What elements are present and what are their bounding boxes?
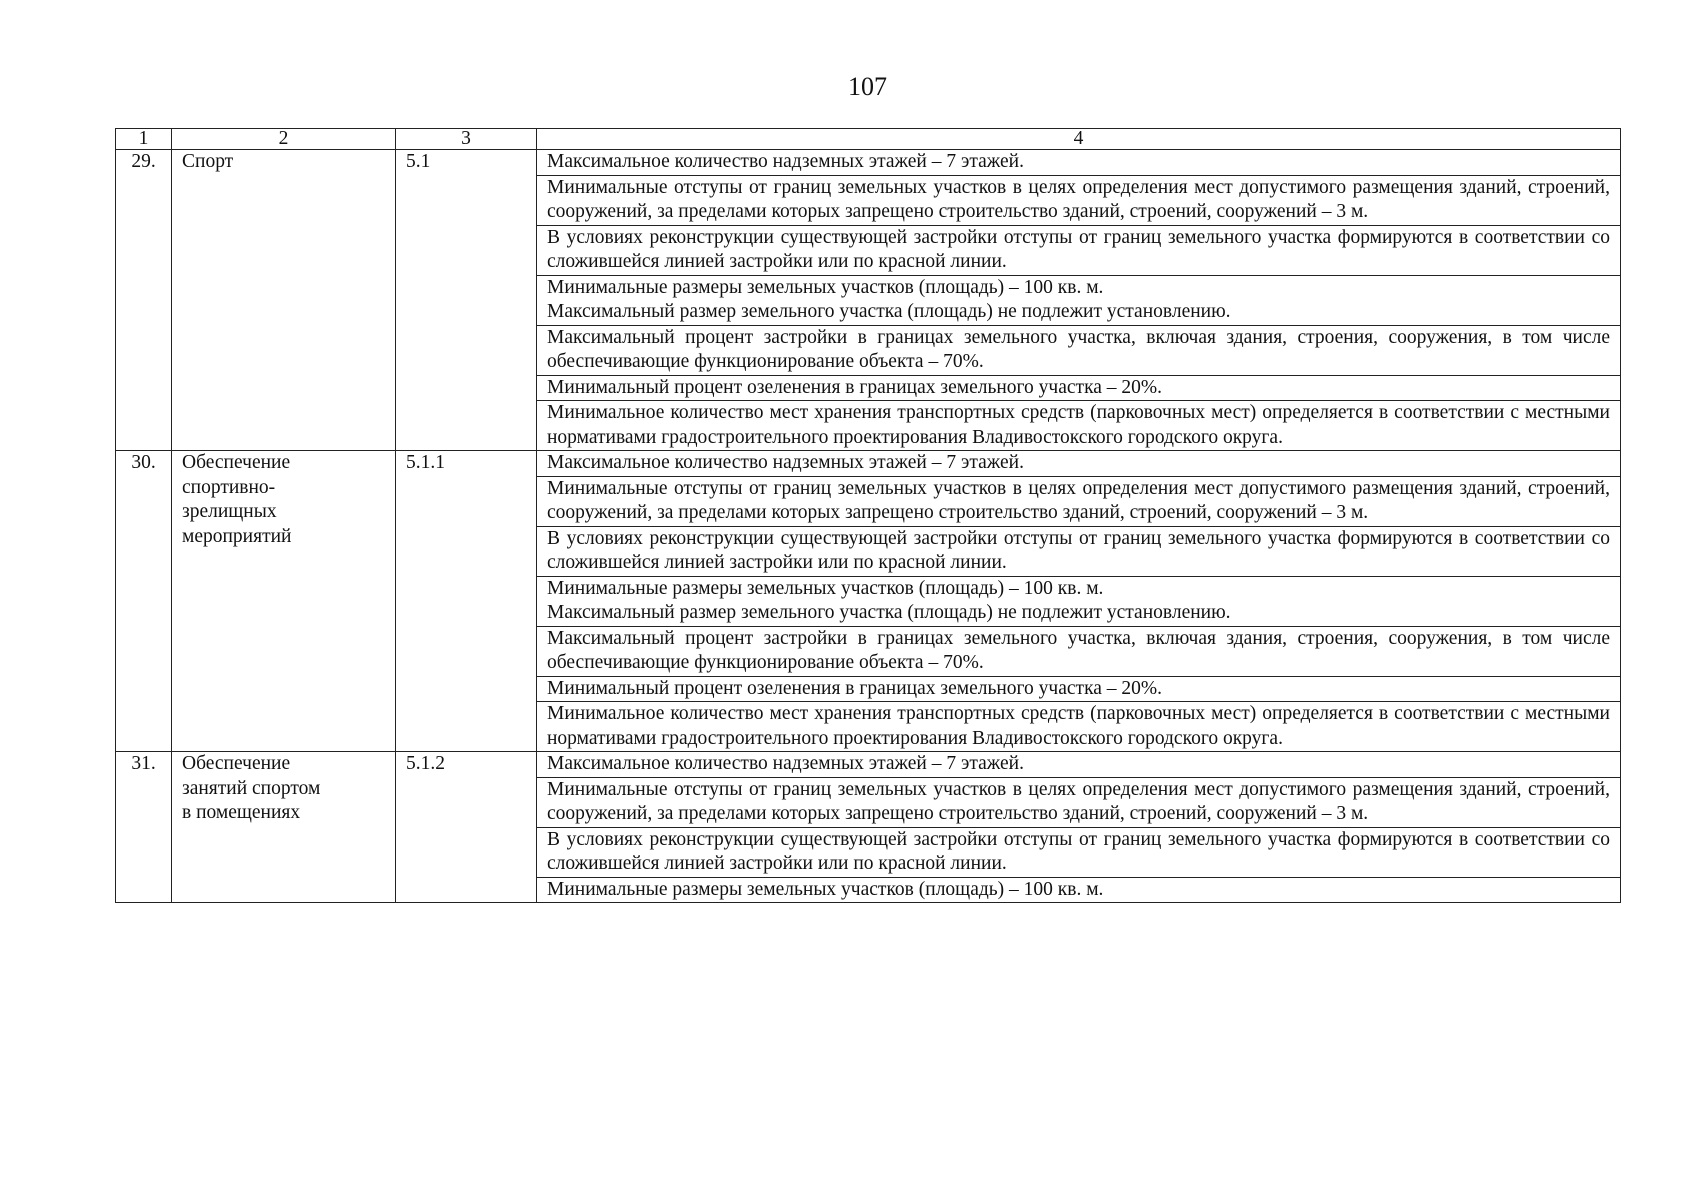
page-number: 107 <box>848 72 887 101</box>
parameter-text: В условиях реконструкции существующей застройки отступы от границ земельного участка формируются в соответствии со сложившейся линией застройки или по красной линии. <box>547 226 1610 272</box>
parameter-cell <box>537 275 1621 325</box>
parameter-text: Минимальные отступы от границ земельных участков в целях определения мест допустимого размещения зданий, строений, сооружений, за пределами которых запрещено строительство зданий, строений, сооружений – 3 м. <box>547 477 1610 523</box>
parameter-text: Максимальное количество надземных этажей – 7 этажей. <box>547 151 1024 172</box>
parameter-cell <box>537 375 1621 401</box>
parameter-cell <box>537 777 1621 827</box>
use-type-name <box>172 752 396 903</box>
parameter-cell <box>537 576 1621 626</box>
use-type-name-line: спортивно- <box>182 476 276 498</box>
parameter-text: Минимальное количество мест хранения транспортных средств (парковочных мест) определяется в соответствии с местными нормативами градостроительного проектирования Владивостокского городского округа. <box>547 703 1610 749</box>
use-type-code: 5.1.2 <box>396 752 537 903</box>
parameter-text: Минимальные размеры земельных участков (площадь) – 100 кв. м. <box>547 577 1104 599</box>
parameter-text: В условиях реконструкции существующей застройки отступы от границ земельного участка формируются в соответствии со сложившейся линией застройки или по красной линии. <box>547 828 1610 874</box>
use-type-name-line: мероприятий <box>182 525 292 547</box>
header-cell: 4 <box>537 129 1621 150</box>
use-type-name-line: занятий спортом <box>182 777 321 799</box>
parameter-cell <box>537 451 1621 477</box>
parameter-cell <box>537 401 1621 451</box>
header-cell: 1 <box>116 129 172 150</box>
header-cell: 3 <box>396 129 537 150</box>
table-header-row <box>116 129 1621 150</box>
parameter-text: Минимальные отступы от границ земельных участков в целях определения мест допустимого размещения зданий, строений, сооружений, за пределами которых запрещено строительство зданий, строений, сооружений – 3 м. <box>547 778 1610 824</box>
header-cell: 2 <box>172 129 396 150</box>
parameter-text: В условиях реконструкции существующей застройки отступы от границ земельного участка формируются в соответствии со сложившейся линией застройки или по красной линии. <box>547 527 1610 573</box>
parameter-cell <box>537 325 1621 375</box>
parameter-cell <box>537 225 1621 275</box>
parameter-cell <box>537 476 1621 526</box>
parameter-text: Минимальный процент озеленения в границах земельного участка – 20%. <box>547 677 1163 699</box>
table-row <box>116 752 1621 778</box>
parameter-text: Минимальное количество мест хранения транспортных средств (парковочных мест) определяется в соответствии с местными нормативами градостроительного проектирования Владивостокского городского округа. <box>547 402 1610 448</box>
use-type-name-line: Обеспечение <box>182 452 291 473</box>
parameter-cell <box>537 676 1621 702</box>
parameter-cell <box>537 526 1621 576</box>
table-row <box>116 150 1621 176</box>
parameter-text: Максимальное количество надземных этажей – 7 этажей. <box>547 452 1024 473</box>
parameter-cell <box>537 175 1621 225</box>
use-type-name: Спорт <box>172 150 396 451</box>
use-type-name-line: Обеспечение <box>182 753 291 774</box>
table-row <box>116 451 1621 477</box>
parameter-text: Минимальные размеры земельных участков (площадь) – 100 кв. м. <box>547 878 1104 900</box>
row-number: 29. <box>116 150 172 451</box>
row-number: 31. <box>116 752 172 903</box>
regulations-table <box>115 128 1621 903</box>
use-type-name-line: зрелищных <box>182 501 277 522</box>
parameter-text: Минимальный процент озеленения в границах земельного участка – 20%. <box>547 376 1163 398</box>
parameter-text: Минимальные отступы от границ земельных участков в целях определения мест допустимого размещения зданий, строений, сооружений, за пределами которых запрещено строительство зданий, строений, сооружений – 3 м. <box>547 176 1610 222</box>
parameter-text: Максимальное количество надземных этажей – 7 этажей. <box>547 753 1024 774</box>
parameter-cell <box>537 827 1621 877</box>
parameter-text: Максимальный размер земельного участка (площадь) не подлежит установлению. <box>547 301 1231 322</box>
row-number: 30. <box>116 451 172 752</box>
parameter-text: Максимальный размер земельного участка (площадь) не подлежит установлению. <box>547 602 1231 623</box>
parameter-cell <box>537 626 1621 676</box>
parameter-text: Максимальный процент застройки в границах земельного участка, включая здания, строения, сооружения, в том числе обеспечивающие функционирование объекта – 70%. <box>547 627 1610 673</box>
parameter-cell <box>537 150 1621 176</box>
use-type-name <box>172 451 396 752</box>
parameter-cell <box>537 752 1621 778</box>
use-type-name-line: в помещениях <box>182 802 301 823</box>
parameter-text: Максимальный процент застройки в границах земельного участка, включая здания, строения, сооружения, в том числе обеспечивающие функционирование объекта – 70%. <box>547 326 1610 372</box>
use-type-code: 5.1 <box>396 150 537 451</box>
parameter-cell <box>537 877 1621 903</box>
parameter-text: Минимальные размеры земельных участков (площадь) – 100 кв. м. <box>547 276 1104 298</box>
use-type-code: 5.1.1 <box>396 451 537 752</box>
parameter-cell <box>537 702 1621 752</box>
